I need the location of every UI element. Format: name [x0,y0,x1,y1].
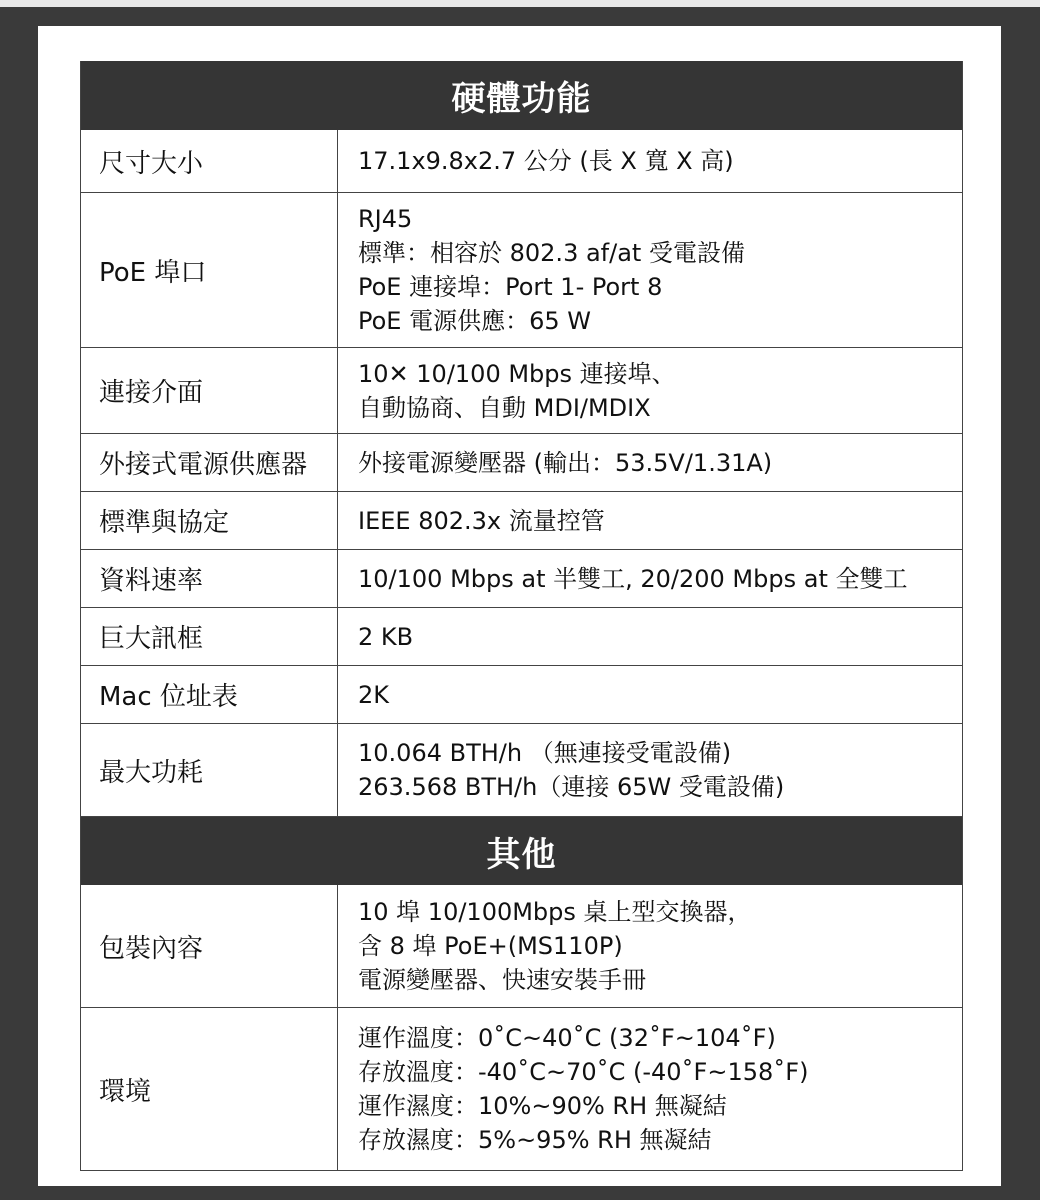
spec-value-line: 自動協商、自動 MDI/MDIX [358,393,651,422]
top-band [0,0,1040,7]
spec-row-environment [81,1008,962,1171]
spec-value [338,550,962,607]
spec-label: 尺寸大小 [81,130,338,192]
spec-value-line: 10 埠 10/100Mbps 桌上型交換器， [358,898,752,926]
spec-row-mac-table [81,666,962,724]
spec-value-line: 存放溫度：-40˚C~70˚C (-40˚F~158˚F) [358,1058,809,1086]
spec-label: 巨大訊框 [81,608,338,665]
spec-value [338,608,962,665]
spec-row-data-rate [81,550,962,608]
spec-row-power-adapter [81,434,962,492]
spec-value [338,724,962,816]
spec-value-line: PoE 連接埠：Port 1- Port 8 [358,273,663,301]
spec-value [338,492,962,549]
spec-label: 資料速率 [81,550,338,607]
spec-value-line: 運作濕度：10%~90% RH 無凝結 [358,1092,727,1120]
spec-value [338,1008,962,1170]
section-header-other: 其他 [81,817,962,885]
spec-row-size [81,130,962,193]
spec-row-standards [81,492,962,550]
spec-value-line: 2 KB [358,622,414,651]
spec-value-line: 運作溫度：0˚C~40˚C (32˚F~104˚F) [358,1024,776,1052]
section-header-hardware: 硬體功能 [81,61,962,130]
spec-value-line: 263.568 BTH/h（連接 65W 受電設備) [358,773,785,801]
spec-value-line: 10.064 BTH/h （無連接受電設備) [358,739,732,767]
spec-value-line: 存放濕度：5%~95% RH 無凝結 [358,1126,712,1154]
spec-value-line: RJ45 [358,205,413,233]
spec-value [338,666,962,723]
spec-row-interface [81,348,962,434]
spec-value-line: 標準：相容於 802.3 af/at 受電設備 [358,239,745,267]
spec-label: 外接式電源供應器 [81,434,338,491]
spec-value [338,434,962,491]
spec-label: 連接介面 [81,348,338,433]
spec-value-line: 含 8 埠 PoE+(MS110P) [358,932,623,960]
spec-value [338,130,962,192]
spec-value-line: 2K [358,680,390,709]
spec-table [80,61,963,1171]
spec-value-line: 10✕ 10/100 Mbps 連接埠、 [358,359,676,388]
spec-label: PoE 埠口 [81,193,338,347]
spec-value-line: IEEE 802.3x 流量控管 [358,506,605,535]
spec-row-jumbo-frame [81,608,962,666]
spec-value-line: PoE 電源供應：65 W [358,307,591,335]
spec-label: 包裝內容 [81,885,338,1007]
spec-label: 環境 [81,1008,338,1170]
spec-value [338,193,962,347]
spec-row-package-contents [81,885,962,1008]
spec-label: 最大功耗 [81,724,338,816]
spec-value-line: 17.1x9.8x2.7 公分 (長 X 寬 X 高) [358,147,734,175]
spec-value [338,348,962,433]
spec-label: 標準與協定 [81,492,338,549]
spec-value-line: 10/100 Mbps at 半雙工, 20/200 Mbps at 全雙工 [358,564,908,593]
spec-value [338,885,962,1007]
spec-row-max-power [81,724,962,817]
spec-row-poe-port [81,193,962,348]
spec-label: Mac 位址表 [81,666,338,723]
spec-value-line: 外接電源變壓器 (輸出：53.5V/1.31A) [358,448,773,477]
spec-value-line: 電源變壓器、快速安裝手冊 [358,966,646,994]
